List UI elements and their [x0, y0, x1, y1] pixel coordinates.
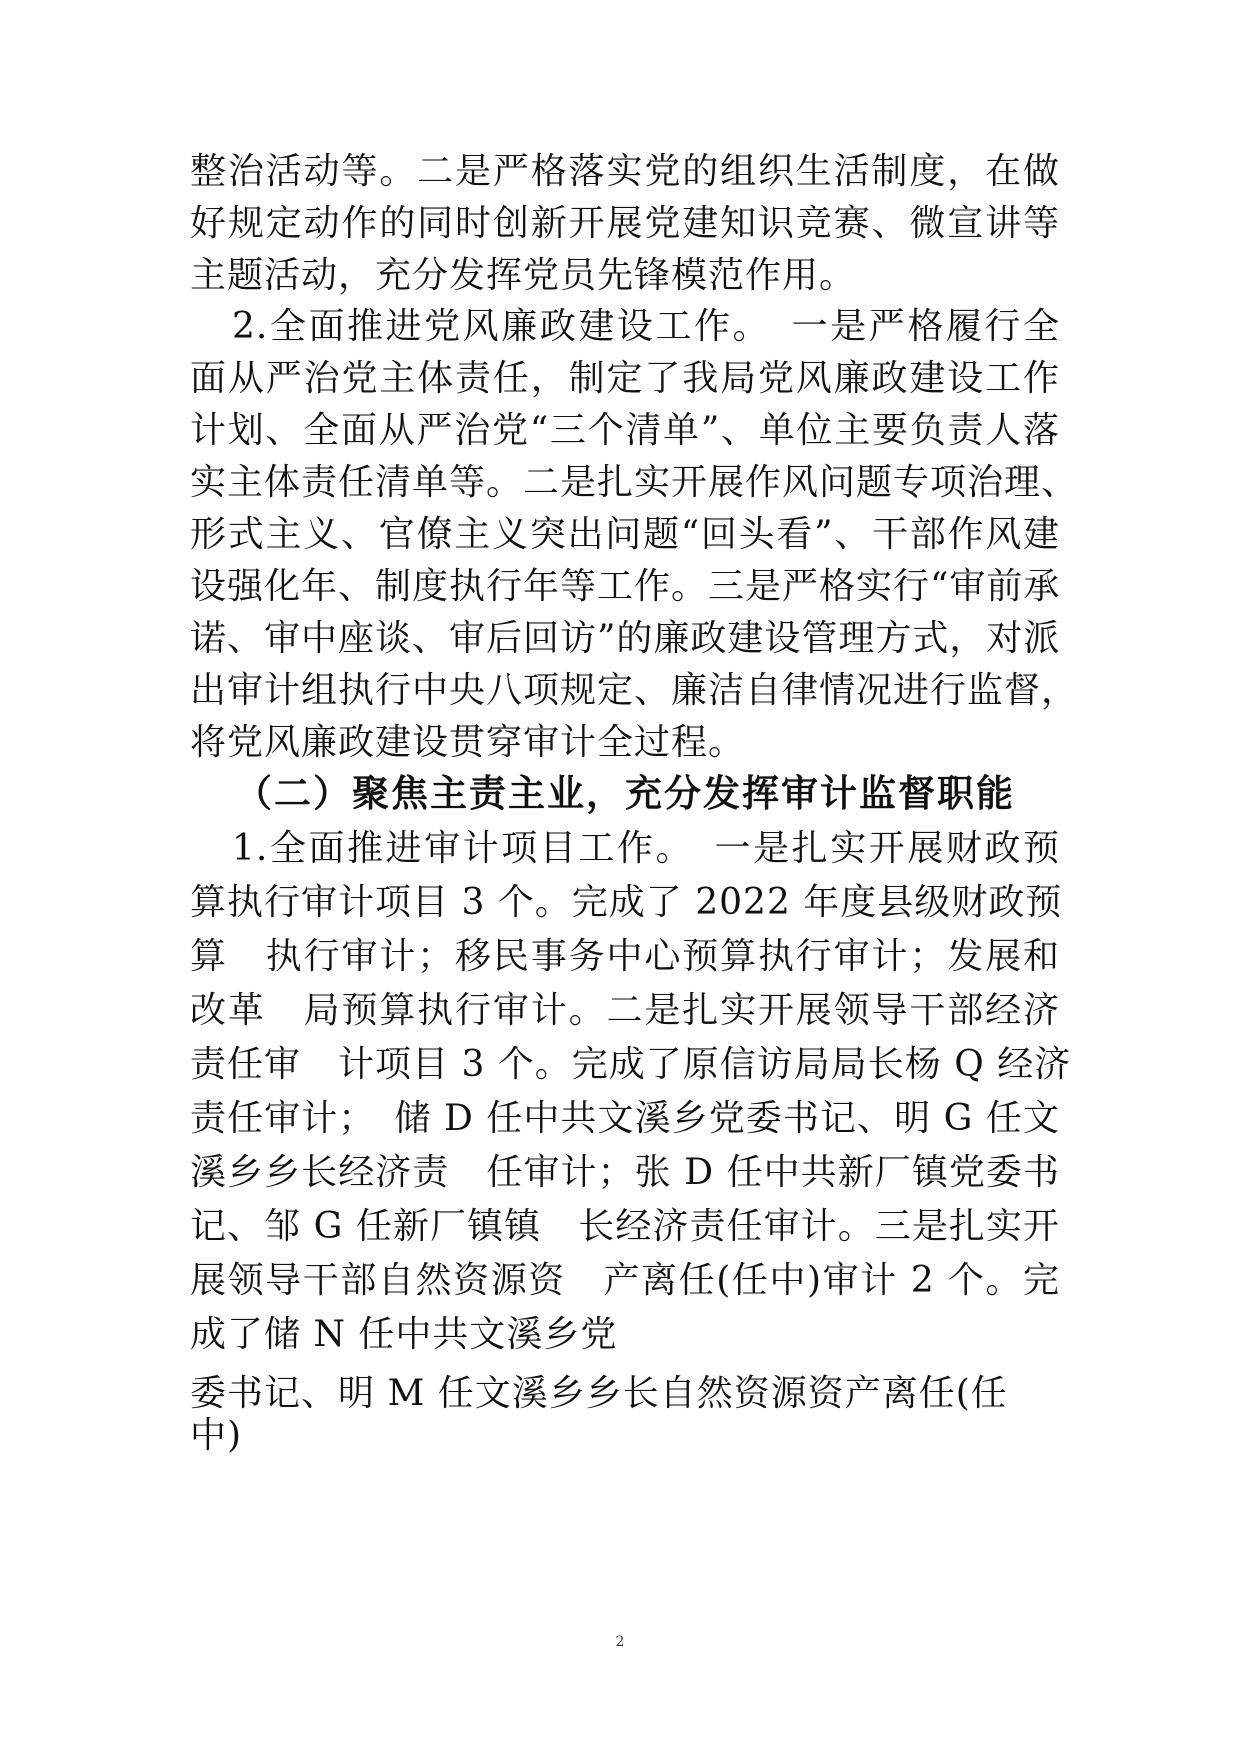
paragraph-3-line-1: 1.全面推进审计项目工作。 一是扎实开展财政预 [232, 828, 1060, 869]
paragraph-3-line-4: 改革 局预算执行审计。二是扎实开展领导干部经济 [190, 990, 1060, 1031]
paragraph-3-line-12: 中) [190, 1415, 243, 1456]
page-number: 2 [615, 1634, 625, 1650]
paragraph-2-line-2: 面从严治党主体责任，制定了我局党风廉政建设工作 [190, 358, 1060, 399]
paragraph-3-line-5: 责任审 计项目 3 个。完成了原信访局局长杨 Q 经济 [190, 1044, 1072, 1085]
paragraph-3-line-2: 算执行审计项目 3 个。完成了 2022 年度县级财政预 [190, 882, 1063, 923]
section-heading: （二）聚焦主责主业，充分发挥审计监督职能 [235, 772, 1015, 815]
paragraph-2-line-5: 形式主义、官僚主义突出问题“回头看”、干部作风建 [190, 514, 1060, 555]
paragraph-1-line-3: 主题活动，充分发挥党员先锋模范作用。 [190, 255, 857, 296]
paragraph-3-line-8: 记、邹 G 任新厂镇镇 长经济责任审计。三是扎实开 [190, 1206, 1060, 1247]
paragraph-3-line-10: 成了储 N 任中共文溪乡党 [190, 1314, 618, 1355]
paragraph-3-line-7: 溪乡乡长经济责 任审计；张 D 任中共新厂镇党委书 [190, 1152, 1060, 1193]
paragraph-2-line-8: 出审计组执行中央八项规定、廉洁自律情况进行监督， [190, 670, 1079, 711]
paragraph-1-line-1: 整治活动等。二是严格落实党的组织生活制度，在做 [190, 151, 1060, 192]
paragraph-3-line-9: 展领导干部自然资源资 产离任(任中)审计 2 个。完 [190, 1260, 1060, 1301]
paragraph-2-line-7: 诺、审中座谈、审后回访”的廉政建设管理方式，对派 [190, 618, 1061, 659]
paragraph-2-line-3: 计划、全面从严治党“三个清单”、单位主要负责人落 [190, 410, 1060, 451]
paragraph-2-line-1: 2.全面推进党风廉政建设工作。 一是严格履行全 [232, 306, 1060, 347]
paragraph-2-line-4: 实主体责任清单等。二是扎实开展作风问题专项治理、 [190, 462, 1079, 503]
paragraph-2-line-9: 将党风廉政建设贯穿审计全过程。 [190, 722, 746, 763]
paragraph-3-line-6: 责任审计； 储 D 任中共文溪乡党委书记、明 G 任文 [190, 1098, 1060, 1139]
paragraph-3-line-3: 算 执行审计；移民事务中心预算执行审计；发展和 [190, 936, 1060, 977]
paragraph-1-line-2: 好规定动作的同时创新开展党建知识竞赛、微宣讲等 [190, 203, 1060, 244]
paragraph-2-line-6: 设强化年、制度执行年等工作。三是严格实行“审前承 [190, 566, 1061, 607]
paragraph-3-line-11: 委书记、明 M 任文溪乡乡长自然资源资产离任(任 [190, 1373, 1008, 1414]
